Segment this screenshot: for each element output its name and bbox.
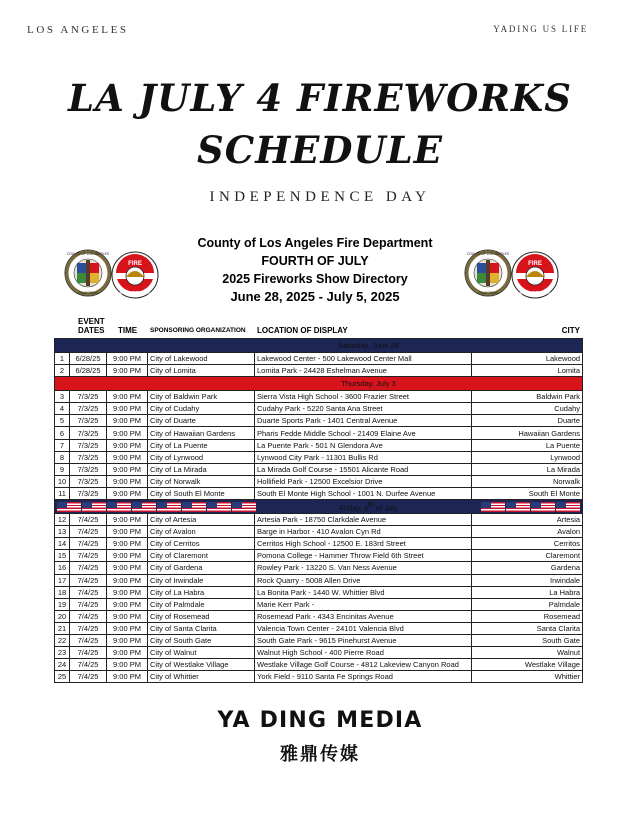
table-row [55,598,583,610]
event-time-cell: 9:00 PM [107,586,148,598]
display-location-cell: Lomita Park - 24428 Eshelman Avenue [255,365,472,377]
brand-name: YA DING MEDIA [217,708,423,733]
us-flag-icon [157,502,181,512]
event-number-cell: 21 [55,622,70,634]
display-location-cell: Rowley Park - 13220 S. Van Ness Avenue [255,562,472,574]
event-date-cell: 7/3/25 [70,427,107,439]
event-number-cell: 22 [55,634,70,646]
table-row [55,451,583,463]
display-location-cell: Duarte Sports Park - 1401 Central Avenue [255,415,472,427]
us-flag-icon [481,502,505,512]
event-number-cell: 10 [55,475,70,487]
sponsoring-organization-cell: City of Baldwin Park [148,391,255,403]
column-header-dates: DATES [78,326,105,335]
city-cell: Lomita [472,365,583,377]
us-flag-icon [182,502,206,512]
event-time-cell: 9:00 PM [107,487,148,499]
sponsoring-organization-cell: City of Irwindale [148,574,255,586]
us-flag-icon [506,502,530,512]
sponsoring-organization-cell: City of Hawaiian Gardens [148,427,255,439]
city-cell: Hawaiian Gardens [472,427,583,439]
table-row [55,659,583,671]
event-date-cell: 7/3/25 [70,415,107,427]
sponsoring-organization-cell: City of Lynwood [148,451,255,463]
event-time-cell: 9:00 PM [107,514,148,526]
us-flag-icon [531,502,555,512]
sponsoring-organization-cell: City of Duarte [148,415,255,427]
sponsoring-organization-cell: City of Westlake Village [148,659,255,671]
display-location-cell: Artesia Park - 18750 Clarkdale Avenue [255,514,472,526]
event-time-cell: 9:00 PM [107,427,148,439]
brand-name-chinese: 雅鼎传媒 [280,744,360,765]
sponsoring-organization-cell: City of Claremont [148,550,255,562]
city-cell: Walnut [472,647,583,659]
event-date-cell: 7/4/25 [70,659,107,671]
event-time-cell: 9:00 PM [107,403,148,415]
city-cell: Palmdale [472,598,583,610]
date-banner [55,339,583,353]
table-row [55,415,583,427]
event-date-cell: 7/3/25 [70,439,107,451]
table-row [55,439,583,451]
city-cell: Whittier [472,671,583,683]
event-date-cell: 7/4/25 [70,514,107,526]
date-banner-label: Friday, 4th of July [339,501,398,513]
event-number-cell: 23 [55,647,70,659]
city-cell: Gardena [472,562,583,574]
table-row [55,562,583,574]
city-cell: Irwindale [472,574,583,586]
column-header-time: TIME [118,326,138,335]
county-seal-top-text: COUNTY OF LOS ANGELES [467,252,509,256]
table-row [55,647,583,659]
county-seal-bottom-text: CALIFORNIA [478,291,498,295]
event-time-cell: 9:00 PM [107,415,148,427]
event-date-cell: 7/3/25 [70,475,107,487]
column-header-event: EVENT [78,317,105,326]
column-headers [54,317,582,337]
date-banner-row [55,377,583,391]
date-banner-row [55,339,583,353]
event-time-cell: 9:00 PM [107,671,148,683]
event-date-cell: 7/3/25 [70,451,107,463]
event-date-cell: 7/3/25 [70,463,107,475]
event-number-cell: 20 [55,610,70,622]
display-location-cell: Hollifield Park - 12500 Excelsior Drive [255,475,472,487]
event-date-cell: 7/4/25 [70,622,107,634]
city-cell: Lakewood [472,353,583,365]
table-row [55,610,583,622]
event-time-cell: 9:00 PM [107,439,148,451]
event-number-cell: 14 [55,538,70,550]
us-flag-icon [57,502,81,512]
event-number-cell: 12 [55,514,70,526]
event-number-cell: 16 [55,562,70,574]
event-time-cell: 9:00 PM [107,598,148,610]
us-flag-icon [132,502,156,512]
event-number-cell: 11 [55,487,70,499]
fire-seal-bottom-text: DEPARTMENT [119,290,151,295]
event-number-cell: 4 [55,403,70,415]
event-date-cell: 7/4/25 [70,526,107,538]
event-number-cell: 3 [55,391,70,403]
event-date-cell: 7/4/25 [70,538,107,550]
event-time-cell: 9:00 PM [107,634,148,646]
city-cell: Avalon [472,526,583,538]
event-number-cell: 15 [55,550,70,562]
table-row [55,514,583,526]
sponsoring-organization-cell: City of La Mirada [148,463,255,475]
table-row [55,622,583,634]
event-date-cell: 7/3/25 [70,403,107,415]
sponsoring-organization-cell: City of Walnut [148,647,255,659]
date-banner-label: Saturday, June 28 [338,341,399,350]
display-location-cell: Sierra Vista High School - 3600 Frazier Street [255,391,472,403]
table-row [55,538,583,550]
fireworks-schedule-table [54,338,583,683]
us-flag-icon [107,502,131,512]
city-cell: Baldwin Park [472,391,583,403]
display-location-cell: La Mirada Golf Course - 15501 Alicante Road [255,463,472,475]
event-time-cell: 9:00 PM [107,562,148,574]
sponsoring-organization-cell: City of Artesia [148,514,255,526]
event-number-cell: 24 [55,659,70,671]
us-flag-icon [82,502,106,512]
display-location-cell: Westlake Village Golf Course - 4812 Lakeview Canyon Road [255,659,472,671]
display-location-cell: Cerritos High School - 12500 E. 183rd Street [255,538,472,550]
fire-seal-top-text: FIRE [128,261,142,267]
sponsoring-organization-cell: City of Santa Clarita [148,622,255,634]
display-location-cell: La Puente Park - 501 N Glendora Ave [255,439,472,451]
table-row [55,475,583,487]
event-date-cell: 7/4/25 [70,562,107,574]
table-row [55,586,583,598]
la-county-fire-seals-left [64,241,160,307]
city-cell: Norwalk [472,475,583,487]
event-number-cell: 9 [55,463,70,475]
city-cell: Lynwood [472,451,583,463]
county-seal-bottom-text: CALIFORNIA [78,291,98,295]
table-row [55,427,583,439]
display-location-cell: South El Monte High School - 1001 N. Durfee Avenue [255,487,472,499]
event-number-cell: 1 [55,353,70,365]
table-row [55,463,583,475]
table-row [55,574,583,586]
sponsoring-organization-cell: City of Avalon [148,526,255,538]
event-number-cell: 7 [55,439,70,451]
table-row [55,365,583,377]
table-row [55,550,583,562]
us-flag-icon [232,502,256,512]
event-date-cell: 7/4/25 [70,598,107,610]
event-date-cell: 7/4/25 [70,647,107,659]
title-line-2: SCHEDULE [197,128,443,172]
display-location-cell: Marie Kerr Park - [255,598,472,610]
sponsoring-organization-cell: City of Palmdale [148,598,255,610]
event-time-cell: 9:00 PM [107,451,148,463]
sponsoring-organization-cell: City of La Puente [148,439,255,451]
event-date-cell: 7/4/25 [70,671,107,683]
event-date-cell: 7/4/25 [70,574,107,586]
la-county-fire-seals-right [464,241,560,307]
location-label: LOS ANGELES [27,24,129,36]
event-time-cell: 9:00 PM [107,365,148,377]
sponsoring-organization-cell: City of Cerritos [148,538,255,550]
table-row [55,391,583,403]
event-number-cell: 8 [55,451,70,463]
display-location-cell: South Gate Park - 9615 Pinehurst Avenue [255,634,472,646]
table-row [55,403,583,415]
table-row [55,487,583,499]
department-name: County of Los Angeles Fire Department [197,236,433,250]
event-date-cell: 6/28/25 [70,353,107,365]
event-date-cell: 7/4/25 [70,586,107,598]
table-row [55,634,583,646]
city-cell: Artesia [472,514,583,526]
sponsoring-organization-cell: City of Cudahy [148,403,255,415]
directory-title: 2025 Fireworks Show Directory [222,272,408,286]
city-cell: La Mirada [472,463,583,475]
event-time-cell: 9:00 PM [107,550,148,562]
display-location-cell: York Field - 9110 Santa Fe Springs Road [255,671,472,683]
city-cell: La Habra [472,586,583,598]
city-cell: South Gate [472,634,583,646]
event-time-cell: 9:00 PM [107,610,148,622]
fire-seal-bottom-text: DEPARTMENT [519,290,551,295]
event-time-cell: 9:00 PM [107,353,148,365]
city-cell: Cerritos [472,538,583,550]
us-flags-right [481,502,580,512]
display-location-cell: Cudahy Park - 5220 Santa Ana Street [255,403,472,415]
publisher-label: YADING US LIFE [493,24,588,34]
directory-header [170,234,460,306]
city-cell: Cudahy [472,403,583,415]
sponsoring-organization-cell: City of Gardena [148,562,255,574]
event-time-cell: 9:00 PM [107,463,148,475]
event-number-cell: 25 [55,671,70,683]
sponsoring-organization-cell: City of La Habra [148,586,255,598]
display-location-cell: Pharis Fedde Middle School - 21409 Elaine Ave [255,427,472,439]
display-location-cell: La Bonita Park - 1440 W. Whittier Blvd [255,586,472,598]
column-header-location: LOCATION OF DISPLAY [257,326,348,335]
display-location-cell: Lynwood City Park - 11301 Bullis Rd [255,451,472,463]
city-cell: Duarte [472,415,583,427]
date-banner-label: Thursday, July 3 [341,379,396,389]
sponsoring-organization-cell: City of Norwalk [148,475,255,487]
event-number-cell: 2 [55,365,70,377]
us-flag-icon [207,502,231,512]
date-banner-row [55,500,583,514]
event-name: FOURTH OF JULY [261,254,369,268]
column-header-sponsor: SPONSORING ORGANIZATION [150,327,246,334]
display-location-cell: Barge in Harbor - 410 Avalon Cyn Rd [255,526,472,538]
sponsoring-organization-cell: City of South El Monte [148,487,255,499]
date-banner [55,500,583,514]
city-cell: South El Monte [472,487,583,499]
county-seal-top-text: COUNTY OF LOS ANGELES [67,252,109,256]
event-date-cell: 7/4/25 [70,550,107,562]
date-banner [55,377,583,391]
fire-seal-top-text: FIRE [528,261,542,267]
display-location-cell: Rock Quarry - 5008 Allen Drive [255,574,472,586]
event-number-cell: 17 [55,574,70,586]
display-location-cell: Valencia Town Center - 24101 Valencia Blvd [255,622,472,634]
display-location-cell: Pomona College - Hammer Throw Field 6th Street [255,550,472,562]
page-title [0,72,640,176]
event-number-cell: 18 [55,586,70,598]
event-time-cell: 9:00 PM [107,526,148,538]
city-cell: La Puente [472,439,583,451]
page-subtitle: INDEPENDENCE DAY [209,189,431,205]
sponsoring-organization-cell: City of South Gate [148,634,255,646]
event-time-cell: 9:00 PM [107,574,148,586]
city-cell: Claremont [472,550,583,562]
event-date-cell: 7/4/25 [70,634,107,646]
sponsoring-organization-cell: City of Whittier [148,671,255,683]
table-row [55,526,583,538]
event-number-cell: 6 [55,427,70,439]
display-location-cell: Rosemead Park - 4343 Encinitas Avenue [255,610,472,622]
event-time-cell: 9:00 PM [107,659,148,671]
event-date-cell: 7/4/25 [70,610,107,622]
event-number-cell: 13 [55,526,70,538]
event-date-cell: 6/28/25 [70,365,107,377]
column-header-city: CITY [561,326,580,335]
event-time-cell: 9:00 PM [107,391,148,403]
table-row [55,671,583,683]
event-date-cell: 7/3/25 [70,487,107,499]
table-row [55,353,583,365]
date-range: June 28, 2025 - July 5, 2025 [230,289,400,304]
city-cell: Rosemead [472,610,583,622]
city-cell: Santa Clarita [472,622,583,634]
sponsoring-organization-cell: City of Lakewood [148,353,255,365]
us-flag-icon [556,502,580,512]
sponsoring-organization-cell: City of Lomita [148,365,255,377]
display-location-cell: Lakewood Center - 500 Lakewood Center Mall [255,353,472,365]
title-line-1: LA JULY 4 FIREWORKS [68,76,572,120]
county-seal-icon [65,250,111,296]
county-seal-icon [465,250,511,296]
us-flags-left [57,502,256,512]
city-cell: Westlake Village [472,659,583,671]
event-time-cell: 9:00 PM [107,622,148,634]
event-number-cell: 19 [55,598,70,610]
event-time-cell: 9:00 PM [107,647,148,659]
event-time-cell: 9:00 PM [107,475,148,487]
event-number-cell: 5 [55,415,70,427]
sponsoring-organization-cell: City of Rosemead [148,610,255,622]
display-location-cell: Walnut High School - 400 Pierre Road [255,647,472,659]
event-time-cell: 9:00 PM [107,538,148,550]
event-date-cell: 7/3/25 [70,391,107,403]
